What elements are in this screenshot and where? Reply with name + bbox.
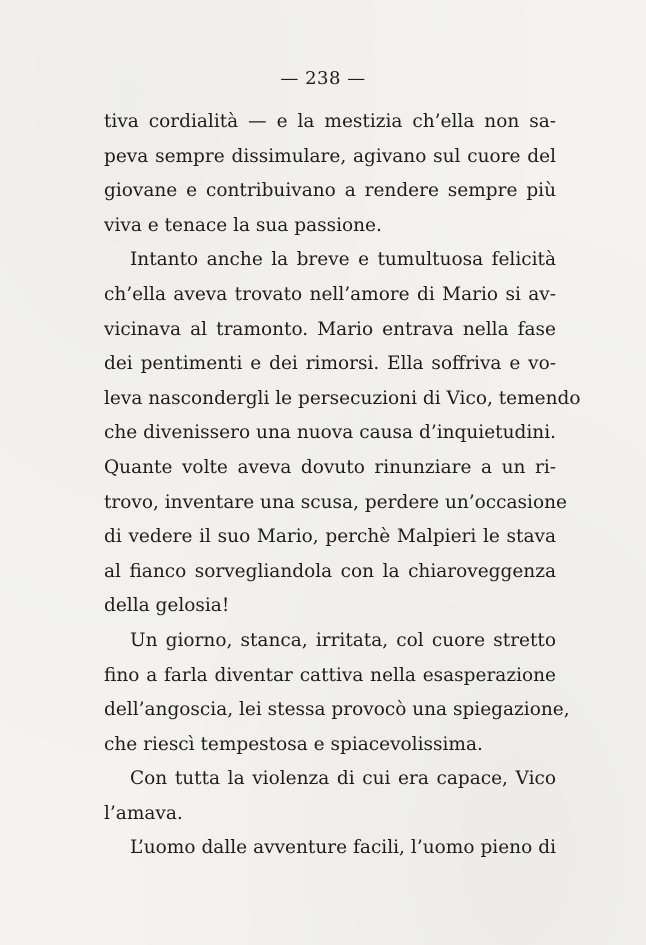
text-line: Con tutta la violenza di cui era capace, Vico	[130, 768, 556, 790]
text-line: Intanto anche la breve e tumultuosa felicità	[130, 249, 556, 271]
text-line: tiva cordialità — e la mestizia ch’ella non sa-	[104, 111, 556, 132]
text-line: Un giorno, stanca, irritata, col cuore stretto	[130, 629, 556, 651]
text-line: dei pentimenti e dei rimorsi. Ella soffriva e vo-	[104, 353, 556, 375]
text-line: peva sempre dissimulare, agivano sul cuore del	[104, 145, 556, 167]
paragraph	[104, 105, 556, 243]
text-line: trovo, inventare una scusa, perdere un’occasione	[104, 491, 567, 513]
text-line: al fianco sorvegliandola con la chiaroveggenza	[104, 560, 556, 582]
text-line: di vedere il suo Mario, perchè Malpieri le stava	[104, 526, 556, 548]
paragraph	[104, 624, 570, 762]
text-line: fino a farla diventar cattiva nella esasperazione	[104, 664, 556, 686]
text-line: L’uomo dalle avventure facili, l’uomo pieno di	[130, 837, 556, 859]
paragraph	[104, 243, 581, 624]
text-line: l’amava.	[104, 802, 183, 824]
body-text	[104, 105, 581, 866]
paragraph	[104, 831, 556, 866]
text-line: viva e tenace la sua passione.	[104, 214, 382, 236]
text-line: che divenissero una nuova causa d’inquietudini.	[104, 422, 556, 444]
text-line: vicinava al tramonto. Mario entrava nella fase	[104, 318, 556, 340]
text-line: che riescì tempestosa e spiacevolissima.	[104, 733, 483, 755]
text-line: ch’ella aveva trovato nell’amore di Mario si av-	[104, 283, 556, 305]
text-line: leva nascondergli le persecuzioni di Vico, temendo	[104, 387, 581, 409]
text-line: giovane e contribuivano a rendere sempre più	[104, 180, 556, 202]
text-line: della gelosia!	[104, 595, 230, 617]
text-line: dell’angoscia, lei stessa provocò una spiegazione,	[104, 699, 570, 721]
page-number: — 238 —	[280, 68, 366, 89]
paragraph	[104, 762, 556, 831]
text-line: Quante volte aveva dovuto rinunziare a un ri-	[104, 456, 556, 478]
